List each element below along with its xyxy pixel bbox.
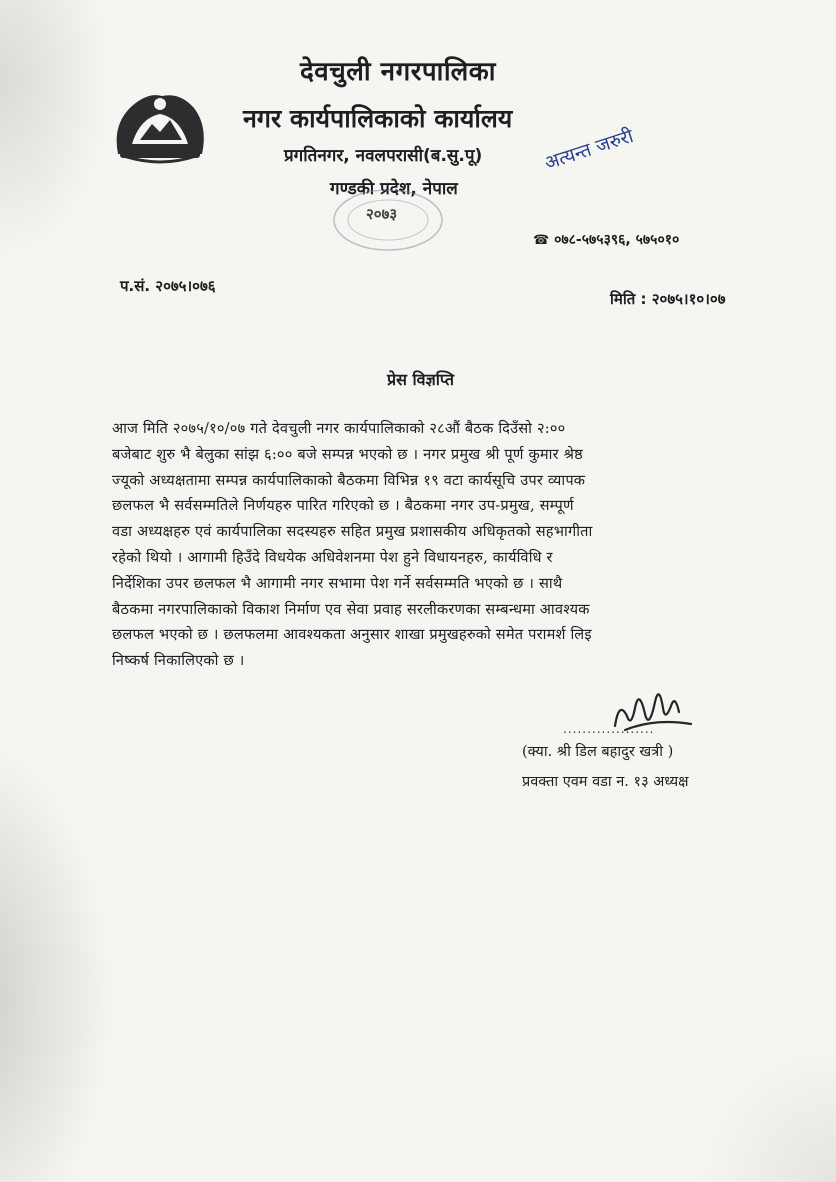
signature-dotted-line: ................... — [563, 722, 655, 736]
phone-numbers: ०७८-५७५३९६, ५७५०१० — [554, 232, 680, 248]
document-body — [112, 416, 737, 674]
body-line: आज मिति २०७५/१०/०७ गते देवचुली नगर कार्यपालिकाको २८औं बैठक दिउँसो २:०० — [112, 420, 566, 437]
body-line: ज्यूको अध्यक्षतामा सम्पन्न कार्यपालिकाको बैठकमा विभिन्न १९ वटा कार्यसूचि उपर व्यापक — [112, 471, 586, 489]
body-line: निष्कर्ष निकालिएको छ । — [112, 652, 245, 670]
reference-number: प.सं. २०७५।०७६ — [120, 277, 216, 295]
signer-name: (क्या. श्री डिल बहादुर खत्री ) — [522, 744, 674, 760]
office-province: गण्डकी प्रदेश, नेपाल — [330, 179, 458, 199]
body-line: निर्देशिका उपर छलफल भै आगामी नगर सभामा पेश गर्ने सर्वसम्मति भएको छ । साथै — [112, 574, 563, 592]
office-subtitle: नगर कार्यपालिकाको कार्यालय — [243, 104, 513, 133]
stamp-text: २०७३ — [366, 205, 398, 223]
body-line: बजेबाट शुरु भै बेलुका सांझ ६:०० बजे सम्पन्न भएको छ । नगर प्रमुख श्री पूर्ण कुमार श्रेष्ठ — [112, 445, 583, 463]
body-line: बैठकमा नगरपालिकाको विकाश निर्माण एव सेवा प्रवाह सरलीकरणका सम्बन्धमा आवश्यक — [112, 600, 590, 618]
body-line: छलफल भै सर्वसम्मतिले निर्णयहरु पारित गरिएको छ । बैठकमा नगर उप-प्रमुख, सम्पूर्ण — [112, 497, 574, 515]
body-line: वडा अध्यक्षहरु एवं कार्यपालिका सदस्यहरु सहित प्रमुख प्रशासकीय अधिकृतको सहभागीता — [112, 523, 593, 541]
office-stamp — [330, 190, 450, 256]
body-line: छलफल भएको छ । छलफलमा आवश्यकता अनुसार शाखा प्रमुखहरुको समेत परामर्श लिइ — [112, 626, 592, 644]
office-address: प्रगतिनगर, नवलपरासी(ब.सु.पू) — [284, 146, 483, 166]
document-heading: प्रेस विज्ञप्ति — [387, 370, 454, 389]
office-name: देवचुली नगरपालिका — [300, 57, 496, 87]
nepal-emblem-logo — [110, 84, 210, 164]
phone-icon: ☎ — [533, 233, 550, 248]
body-line: रहेको थियो । आगामी हिउँदे विधयेक अधिवेशनमा पेश हुने विधायनहरु, कार्यविधि र — [112, 548, 553, 566]
document-date: मिति : २०७५।१०।०७ — [610, 290, 726, 308]
signer-title: प्रवक्ता एवम वडा न. १३ अध्यक्ष — [522, 774, 689, 790]
urgent-handwritten-note: अत्यन्त जरुरी — [541, 125, 637, 175]
office-phone — [533, 230, 679, 249]
